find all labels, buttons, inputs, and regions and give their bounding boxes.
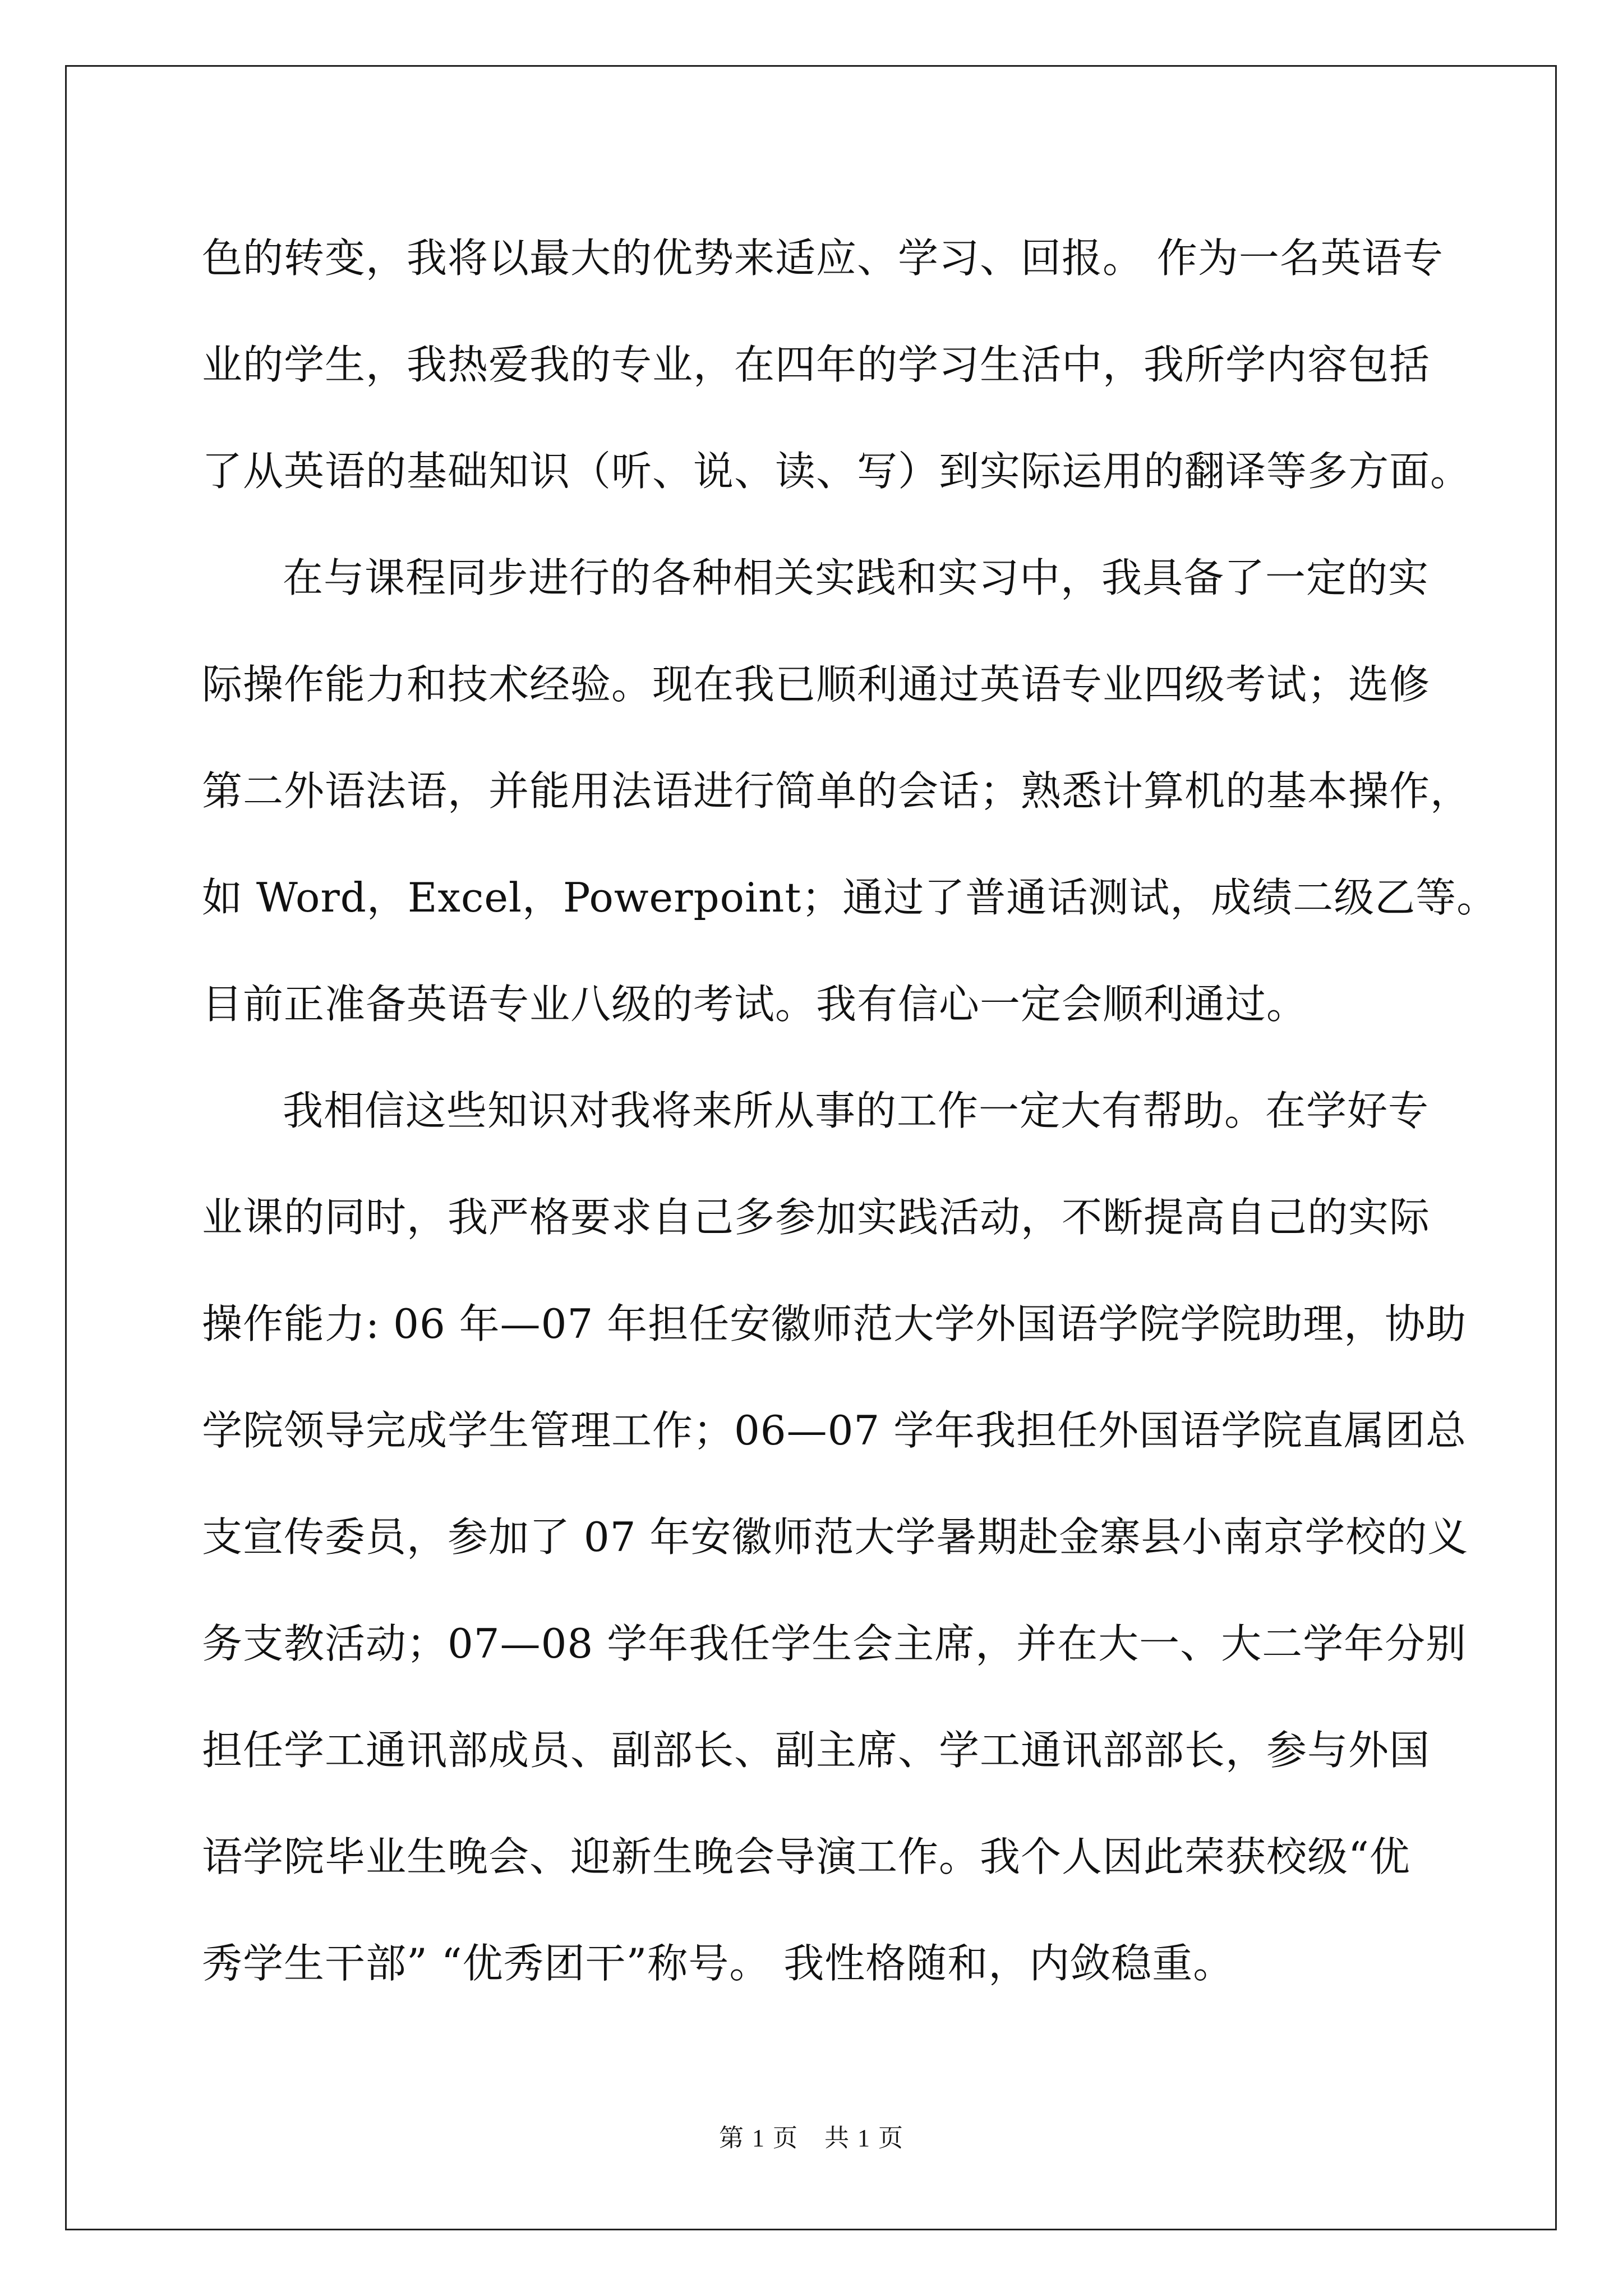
paragraph-start-line: 在与课程同步进行的各种相关实践和实习中，我具备了一定的实 xyxy=(283,554,1430,601)
text-line: 色的转变，我将以最大的优势来适应、学习、回报。 作为一名英语专 xyxy=(202,234,1444,282)
document-body xyxy=(202,205,1498,2017)
paragraph-start-line: 我相信这些知识对我将来所从事的工作一定大有帮助。在学好专 xyxy=(283,1087,1430,1134)
text-line: 目前正准备英语专业八级的考试。我有信心一定会顺利通过。 xyxy=(202,981,1308,1028)
text-line: 了从英语的基础知识（听、说、读、写）到实际运用的翻译等多方面。 xyxy=(202,448,1472,495)
text-line: 第二外语法语，并能用法语进行简单的会话；熟悉计算机的基本操作， xyxy=(202,767,1472,815)
text-line: 秀学生干部” “优秀团干”称号。 我性格随和，内敛稳重。 xyxy=(202,1940,1234,1987)
text-line: 际操作能力和技术经验。现在我已顺利通过英语专业四级考试；选修 xyxy=(202,661,1431,708)
text-line: 如 Word，Excel，Powerpoint；通过了普通话测试，成绩二级乙等。 xyxy=(202,874,1498,921)
text-line: 业的学生，我热爱我的专业，在四年的学习生活中，我所学内容包括 xyxy=(202,341,1431,388)
text-line: 支宣传委员，参加了 07 年安徽师范大学暑期赴金寨县小南京学校的义 xyxy=(202,1513,1469,1561)
text-line: 学院领导完成学生管理工作；06—07 学年我担任外国语学院直属团总 xyxy=(202,1407,1467,1454)
text-line: 语学院毕业生晚会、迎新生晚会导演工作。我个人因此荣获校级“优 xyxy=(202,1833,1410,1880)
text-line: 业课的同时，我严格要求自己多参加实践活动，不断提高自己的实际 xyxy=(202,1194,1431,1241)
page-number-footer: 第 1 页 共 1 页 xyxy=(719,2124,904,2152)
text-line: 操作能力: 06 年—07 年担任安徽师范大学外国语学院学院助理，协助 xyxy=(202,1300,1467,1347)
text-line: 务支教活动；07—08 学年我任学生会主席，并在大一、大二学年分别 xyxy=(202,1620,1467,1667)
text-line: 担任学工通讯部成员、副部长、副主席、学工通讯部部长，参与外国 xyxy=(202,1727,1431,1774)
